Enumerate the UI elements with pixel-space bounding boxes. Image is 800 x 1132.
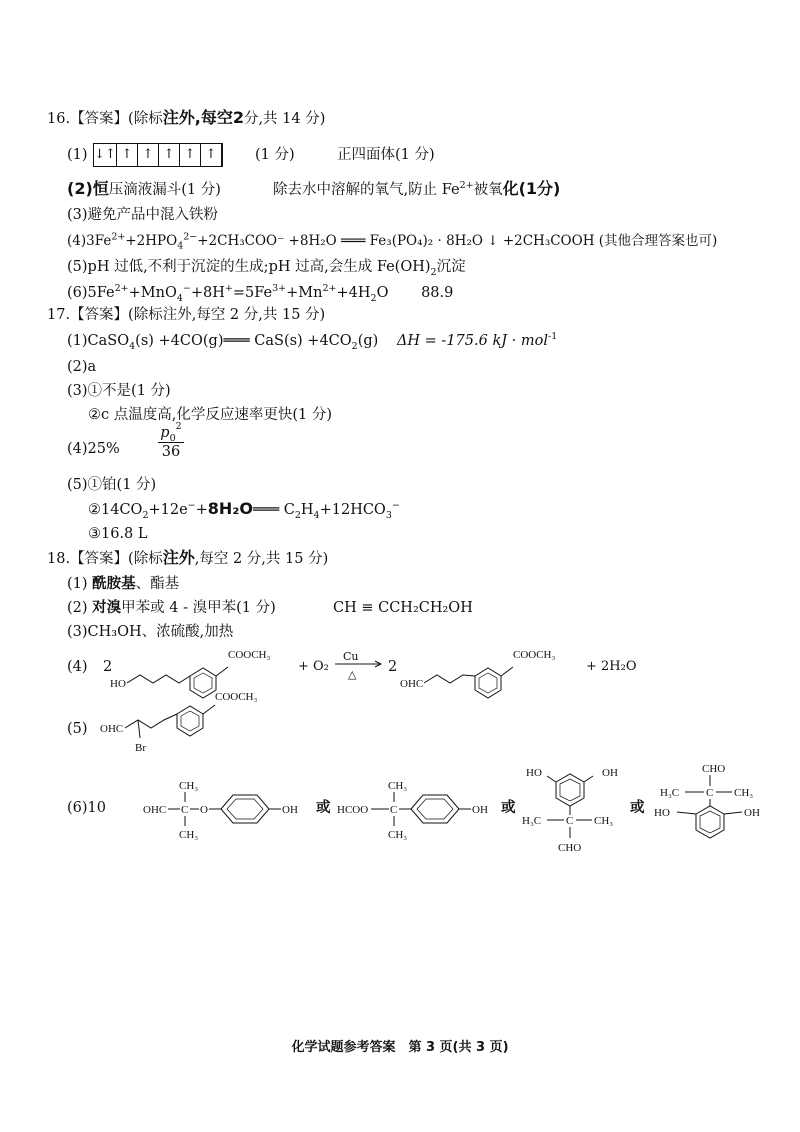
q16-heading: 16.【答案】(除标注外,每空2分,共 14 分) bbox=[47, 108, 326, 127]
q18-p4-coef1: 2 bbox=[103, 659, 113, 675]
atom-label: CH₃ bbox=[388, 780, 408, 792]
q17-p4-fraction: $\frac{p_0^2}{36}$ bbox=[158, 424, 184, 461]
orbital-box: ↑ bbox=[117, 144, 138, 166]
q16-p1-answer: 正四面体(1 分) bbox=[337, 147, 435, 163]
isomer-1 bbox=[143, 778, 318, 840]
p5-structure bbox=[100, 688, 290, 758]
atom-label: OHC bbox=[143, 804, 167, 816]
orbital-box: ↑ bbox=[201, 144, 222, 166]
atom-label: CH₃ bbox=[179, 780, 199, 792]
atom-label: C bbox=[181, 804, 189, 816]
q16-p1-label: (1) bbox=[67, 147, 88, 163]
atom-label: C bbox=[566, 815, 574, 827]
q17-heading: 17.【答案】(除标注外,每空 2 分,共 15 分) bbox=[47, 307, 326, 323]
q18-p4-coef2: 2 bbox=[388, 659, 398, 675]
atom-label: OHC bbox=[400, 678, 424, 690]
orbital-diagram bbox=[93, 143, 223, 167]
or-word: 或 bbox=[501, 799, 516, 816]
q16-p3: (3)避免产品中混入铁粉 bbox=[67, 207, 219, 223]
atom-label: COOCH₃ bbox=[215, 691, 258, 703]
q16-p2: (2)恒压滴液漏斗(1 分) bbox=[67, 179, 221, 198]
q18-p1: (1) 酰胺基、酯基 bbox=[67, 576, 180, 592]
q17-p5-3: ③16.8 L bbox=[88, 526, 148, 542]
product-structure bbox=[400, 640, 590, 700]
atom-label: OH bbox=[744, 807, 760, 819]
atom-label: CH₃ bbox=[388, 829, 408, 841]
atom-label: CH₃ bbox=[734, 787, 754, 799]
page-footer: 化学试题参考答案 第 3 页(共 3 页) bbox=[291, 1040, 509, 1055]
q16-p5: (5)pH 过低,不利于沉淀的生成;pH 过高,会生成 $Fe(OH)_2$沉淀 bbox=[67, 259, 466, 278]
orbital-box: ↑ bbox=[138, 144, 159, 166]
or-word: 或 bbox=[630, 799, 645, 816]
heat-symbol: △ bbox=[348, 668, 357, 681]
q18-p4-oxygen: + O₂ bbox=[298, 659, 329, 674]
atom-label: COOCH₃ bbox=[228, 649, 271, 661]
q18-heading: 18.【答案】(除标注外,每空 2 分,共 15 分) bbox=[47, 548, 329, 567]
q18-p5-label: (5) bbox=[67, 721, 88, 737]
q18-p3: (3)CH₃OH、浓硫酸,加热 bbox=[67, 624, 234, 640]
atom-label: Br bbox=[135, 742, 146, 754]
q16-p2-answer: 除去水中溶解的氧气,防止 $Fe^{2+}$被氧化(1分) bbox=[273, 179, 561, 198]
atom-label: H₃C bbox=[522, 815, 542, 827]
q18-p4-label: (4) bbox=[67, 659, 88, 675]
atom-label: CH₃ bbox=[179, 829, 199, 841]
atom-label: CH₃ bbox=[594, 815, 614, 827]
q17-p1: (1)CaSO$_4$(s) +4CO(g)═══ $CaS(s) +4CO_2(g) \Delta H = -175.6$ kJ · mol$^{-1}$ bbox=[67, 331, 558, 352]
atom-label: C bbox=[706, 787, 714, 799]
atom-label: H₃C bbox=[660, 787, 680, 799]
atom-label: COOCH₃ bbox=[513, 649, 556, 661]
or-word: 或 bbox=[316, 799, 331, 816]
isomer-4 bbox=[650, 760, 770, 860]
q18-p2-formula: CH ≡ CCH₂CH₂OH bbox=[333, 600, 473, 616]
orbital-box: ↓↑ bbox=[94, 144, 117, 166]
q16-p1-score: (1 分) bbox=[255, 147, 295, 163]
q17-p3-2: ②c 点温度高,化学反应速率更快(1 分) bbox=[88, 407, 332, 423]
q16-p6: $(6)5Fe^{2+}+MnO_4^-+8H^+=5Fe^{3+}+Mn^{2+}+4H_2O$ 88.9 bbox=[67, 283, 454, 304]
q17-p4: (4)25% bbox=[67, 441, 120, 457]
atom-label: HO bbox=[110, 678, 126, 690]
orbital-box: ↑ bbox=[180, 144, 201, 166]
atom-label: OH bbox=[282, 804, 298, 816]
q18-p4-water: + 2H₂O bbox=[586, 659, 637, 674]
q18-p2: (2) 对溴甲苯或 4 - 溴甲苯(1 分) bbox=[67, 600, 276, 616]
atom-label: C bbox=[390, 804, 398, 816]
atom-label: HO bbox=[654, 807, 670, 819]
isomer-2 bbox=[337, 778, 507, 840]
atom-label: OH bbox=[472, 804, 488, 816]
q17-p5-1: (5)①铂(1 分) bbox=[67, 477, 157, 493]
q16-p4: $(4)3Fe^{2+}+2HPO_4^{2-}+2CH_3COO^- +8H_2O$ ═══ Fe₃(PO₄)₂ · 8H₂O ↓ +2CH₃COOH (其他合理答案也可) bbox=[67, 231, 718, 252]
q17-p5-2: $②14CO_2+12e^-+8H_2O═══$ $C_2H_4+12HCO_3^-$ bbox=[88, 499, 400, 521]
q17-p2: (2)a bbox=[67, 359, 97, 375]
q16-p6-value: 88.9 bbox=[421, 285, 454, 301]
orbital-box: ↑ bbox=[159, 144, 180, 166]
atom-label: HCOO bbox=[337, 804, 369, 816]
atom-label: CHO bbox=[558, 842, 582, 854]
atom-label: HO bbox=[526, 767, 542, 779]
isomer-3 bbox=[522, 752, 642, 864]
atom-label: OH bbox=[602, 767, 618, 779]
q17-p3-1: (3)①不是(1 分) bbox=[67, 383, 171, 399]
catalyst-label: Cu bbox=[343, 650, 359, 663]
atom-label: CHO bbox=[702, 763, 726, 775]
q18-p6-label: (6)10 bbox=[67, 800, 106, 816]
atom-label: O bbox=[200, 804, 208, 816]
atom-label: OHC bbox=[100, 723, 124, 735]
